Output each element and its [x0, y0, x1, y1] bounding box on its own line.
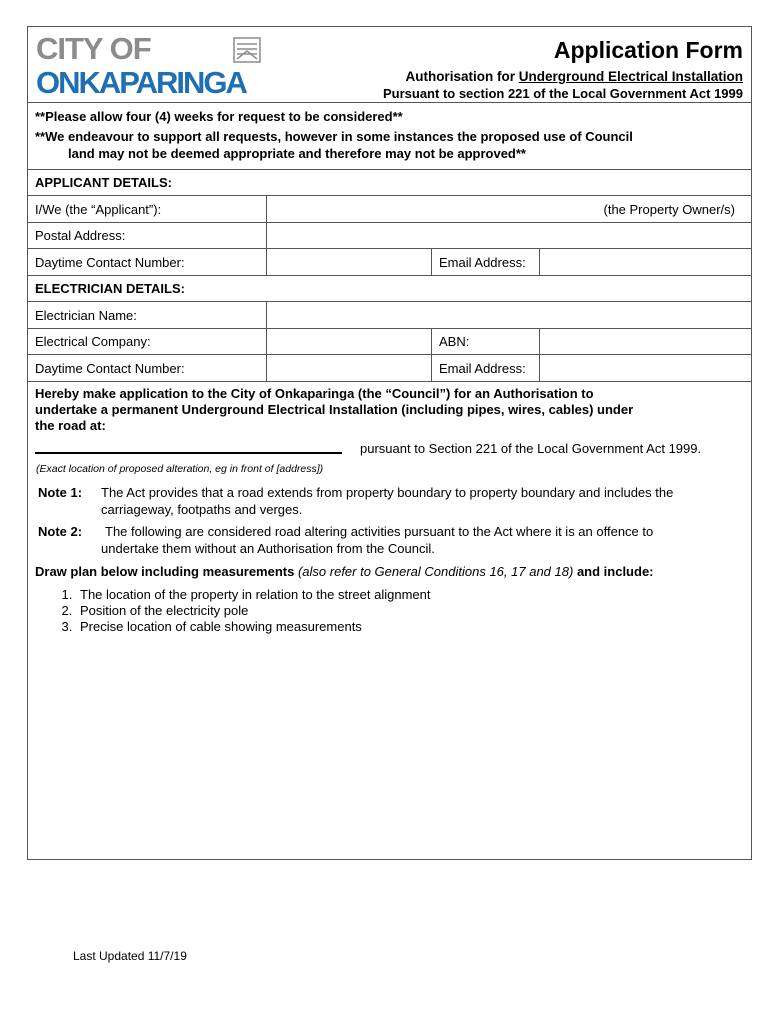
- plan-requirements-list: [58, 587, 430, 635]
- note2-line2: undertake them without an Authorisation from the Council.: [101, 541, 435, 556]
- list-item: 1. The location of the property in relation to the street alignment: [76, 587, 430, 603]
- processing-notice: [28, 103, 751, 170]
- application-line1: Hereby make application to the City of Onkaparinga (the “Council”) for an Authorisation to: [35, 386, 594, 401]
- road-location-input-line[interactable]: [35, 452, 342, 454]
- note1-line1: The Act provides that a road extends from property boundary to property boundary and includes the: [101, 485, 674, 500]
- applicant-contact-row: [28, 249, 751, 276]
- applicant-label: I/We (the “Applicant”):: [35, 201, 162, 217]
- abn-label: ABN:: [431, 329, 539, 354]
- property-owner-label: (the Property Owner/s): [603, 201, 735, 217]
- list-item: 3. Precise location of cable showing measurements: [76, 619, 430, 635]
- electrician-heading-row: [28, 276, 751, 302]
- application-line3: the road at:: [35, 418, 106, 433]
- applicant-phone-field[interactable]: [266, 249, 431, 275]
- electrician-contact-row: [28, 355, 751, 382]
- abn-field[interactable]: [539, 329, 751, 354]
- council-logo: [34, 32, 274, 96]
- note2-label: Note 2:: [38, 524, 83, 539]
- electrician-name-row: [28, 302, 751, 329]
- last-updated: Last Updated 11/7/19: [73, 949, 187, 963]
- note2-line1: The following are considered road altering activities pursuant to the Act where it is an offence to: [105, 524, 654, 539]
- postal-field[interactable]: [266, 223, 751, 248]
- form-header: [28, 27, 751, 103]
- logo-line1: CITY OF: [36, 32, 151, 66]
- application-form: [27, 26, 752, 860]
- electrician-heading: ELECTRICIAN DETAILS:: [35, 281, 185, 296]
- form-legislation: Pursuant to section 221 of the Local Government Act 1999: [382, 86, 743, 101]
- applicant-heading: APPLICANT DETAILS:: [35, 175, 172, 190]
- pursuant-text: pursuant to Section 221 of the Local Government Act 1999.: [360, 441, 702, 456]
- note1-line2: carriageway, footpaths and verges.: [101, 502, 303, 517]
- application-line2: undertake a permanent Underground Electrical Installation (including pipes, wires, cables) under: [35, 402, 634, 417]
- postal-row: [28, 223, 751, 249]
- electrician-email-field[interactable]: [539, 355, 751, 381]
- notice-line1: **Please allow four (4) weeks for request to be considered**: [35, 109, 403, 124]
- applicant-email-label: Email Address:: [431, 249, 539, 275]
- notice-line3: land may not be deemed appropriate and therefore may not be approved**: [68, 146, 526, 161]
- form-title: Application Form: [553, 37, 743, 63]
- applicant-phone-label: Daytime Contact Number:: [35, 254, 185, 270]
- form-subtitle: Authorisation for Underground Electrical Installation: [405, 69, 743, 84]
- location-hint: (Exact location of proposed alteration, eg in front of [address]): [36, 463, 324, 475]
- logo-emblem-icon: [234, 38, 260, 62]
- electrician-phone-label: Daytime Contact Number:: [35, 360, 185, 376]
- postal-label: Postal Address:: [35, 228, 126, 243]
- electrician-name-field[interactable]: [266, 302, 751, 328]
- applicant-field[interactable]: [266, 196, 751, 222]
- note1-label: Note 1:: [38, 485, 83, 500]
- applicant-heading-row: [28, 170, 751, 196]
- applicant-row: [28, 196, 751, 223]
- plan-heading: Draw plan below including measurements (also refer to General Conditions 16, 17 and 18) and include:: [35, 564, 654, 579]
- company-label: Electrical Company:: [35, 334, 151, 349]
- notice-line2: **We endeavour to support all requests, however in some instances the proposed use of Council: [35, 129, 633, 144]
- electrician-email-label: Email Address:: [431, 355, 539, 381]
- plan-drawing-area[interactable]: [28, 639, 751, 859]
- electrical-company-row: [28, 329, 751, 355]
- logo-line2: ONKAPARINGA: [36, 65, 246, 96]
- company-field[interactable]: [266, 329, 431, 354]
- electrician-phone-field[interactable]: [266, 355, 431, 381]
- applicant-email-field[interactable]: [539, 249, 751, 275]
- list-item: 2. Position of the electricity pole: [76, 603, 430, 619]
- electrician-name-label: Electrician Name:: [35, 307, 137, 323]
